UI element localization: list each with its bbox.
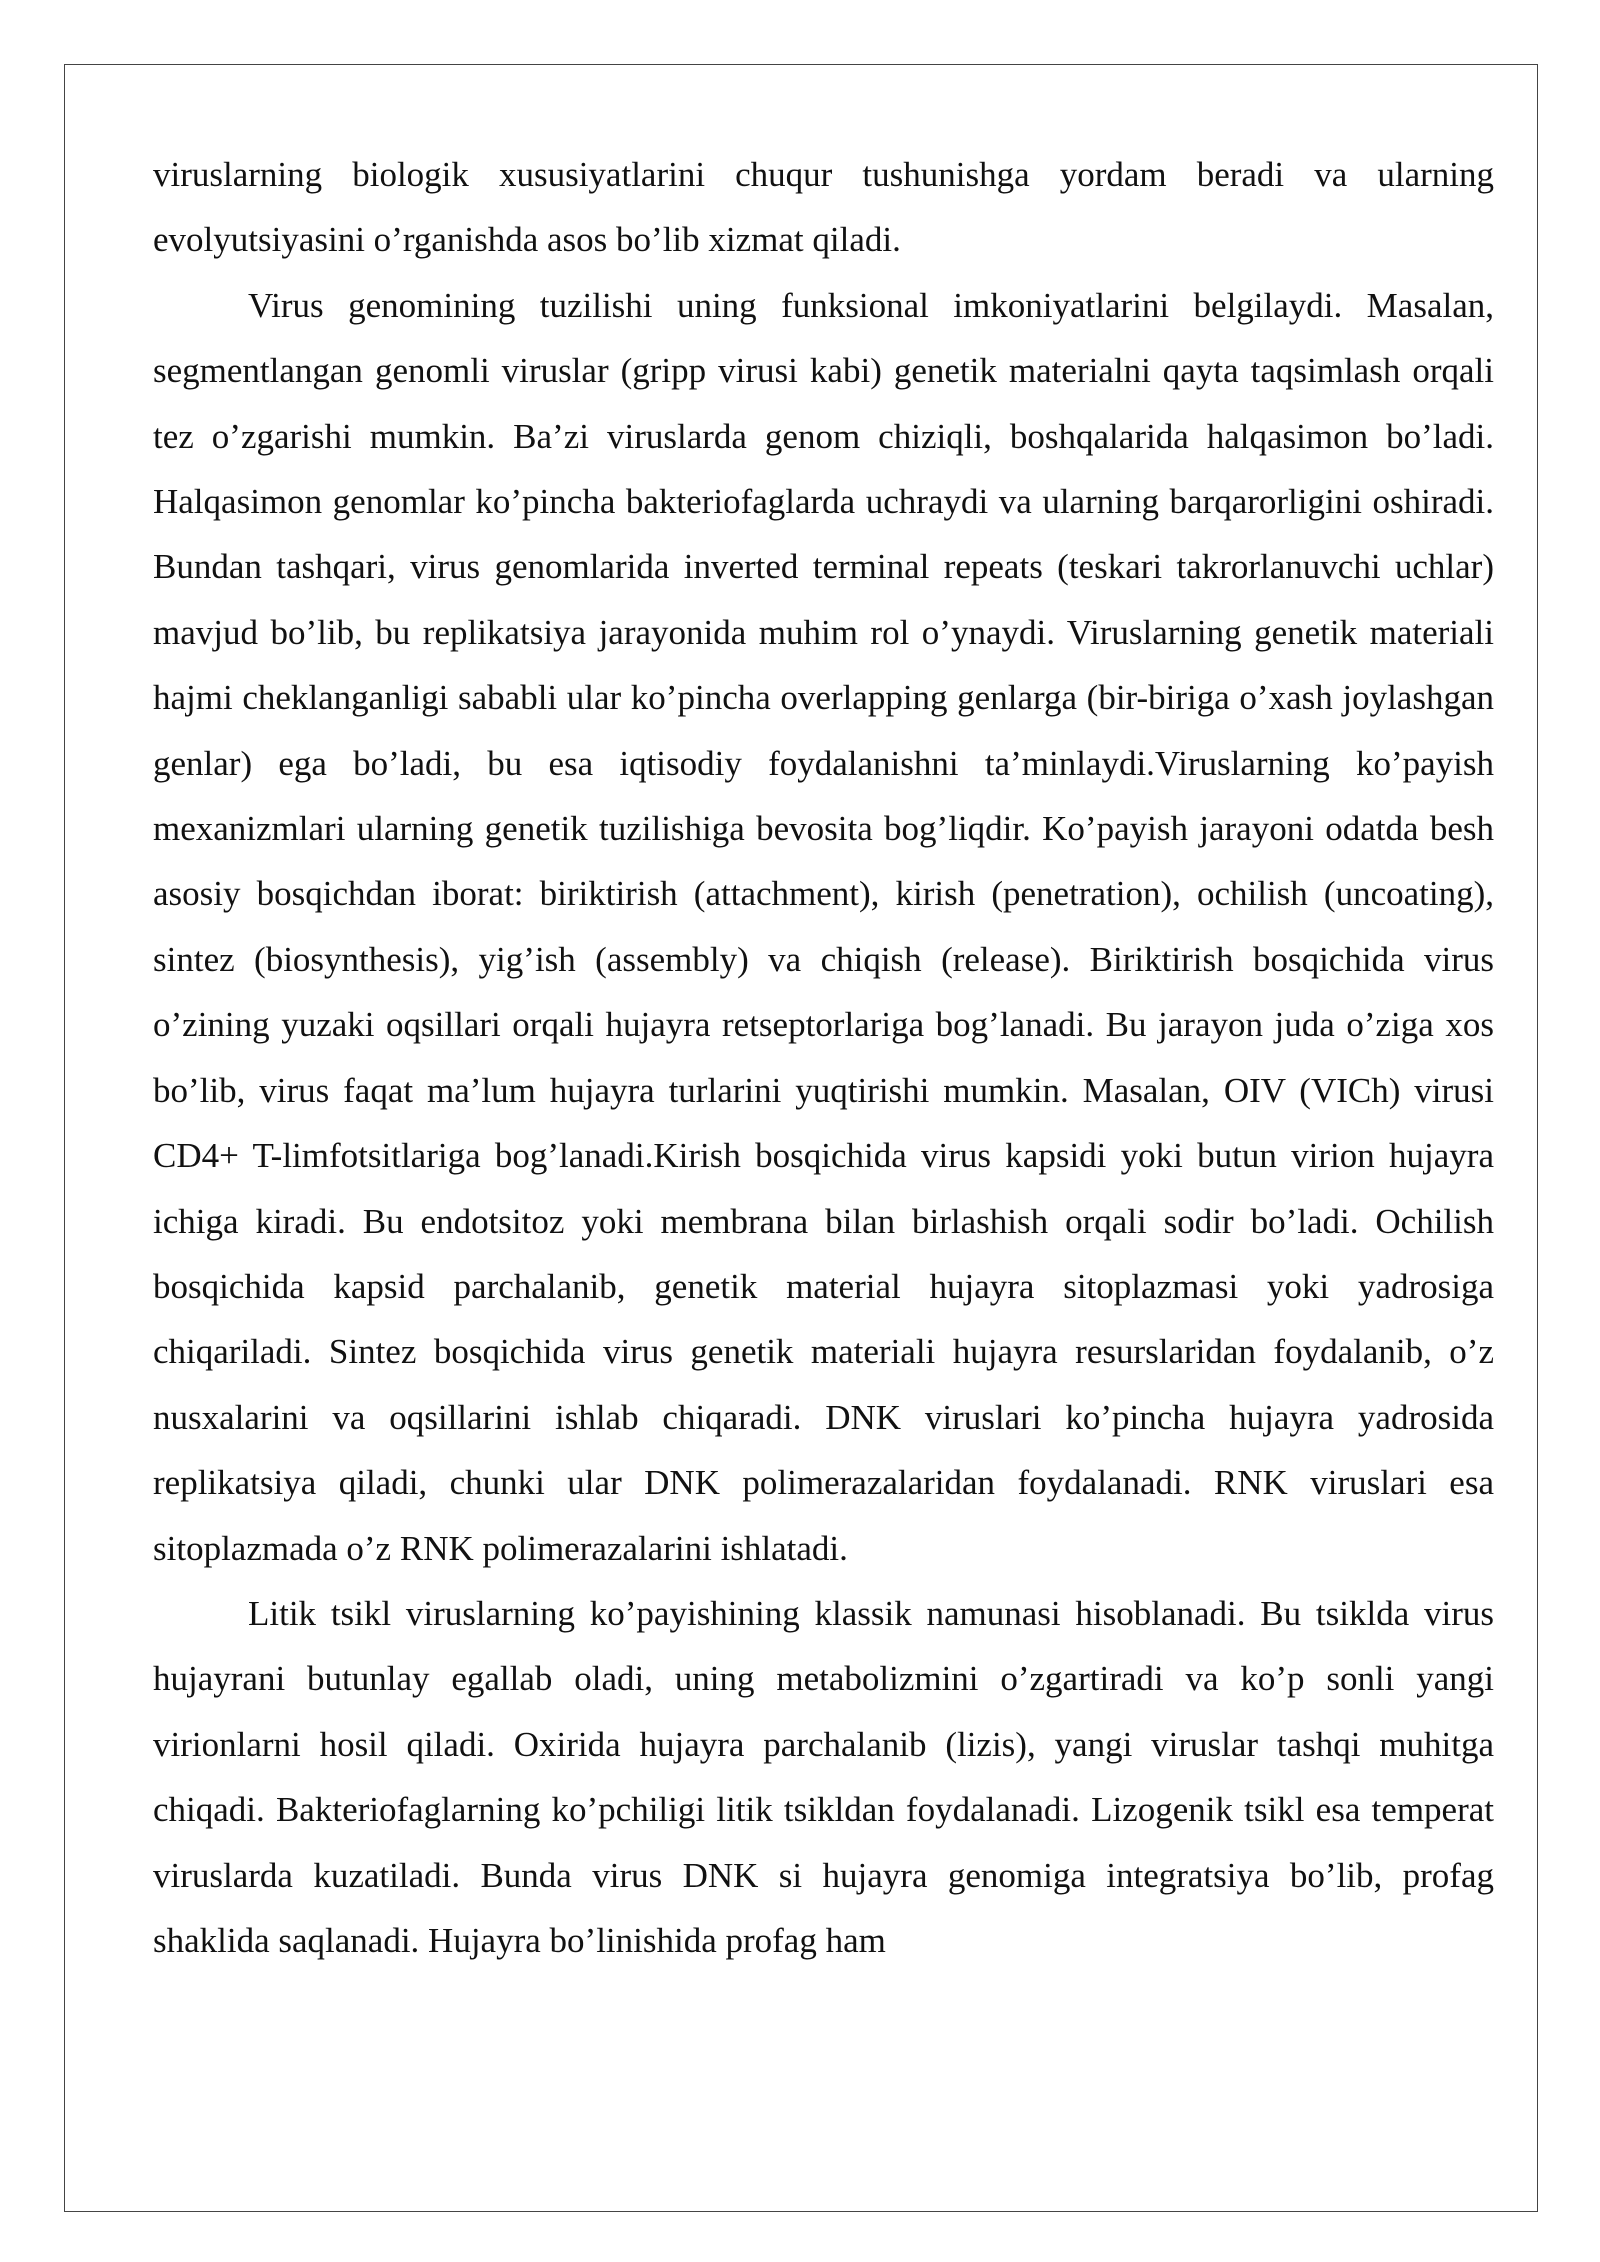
- paragraph-lytic-cycle: Litik tsikl viruslarning ko’payishining klassik namunasi hisoblanadi. Bu tsiklda virus hujayrani butunlay egallab oladi, uning metabolizmini o’zgartiradi va ko’p sonli yangi virionlarni hosil qiladi. Oxirida hujayra parchalanib (lizis), yangi viruslar tashqi muhitga chiqadi. Bakteriofaglarning ko’pchiligi litik tsikldan foydalanadi. Lizogenik tsikl esa temperat viruslarda kuzatiladi. Bunda virus DNK si hujayra genomiga integratsiya bo’lib, profag shaklida saqlanadi. Hujayra bo’linishida profag ham: [153, 1593, 1494, 1960]
- paragraph-virus-genome: Virus genomining tuzilishi uning funksional imkoniyatlarini belgilaydi. Masalan, segmentlangan genomli viruslar (gripp virusi kabi) genetik materialni qayta taqsimlash orqali tez o’zgarishi mumkin. Ba’zi viruslarda genom chiziqli, boshqalarida halqasimon bo’ladi. Halqasimon genomlar ko’pincha bakteriofaglarda uchraydi va ularning barqarorligini oshiradi. Bundan tashqari, virus genomlarida inverted terminal repeats (teskari takrorlanuvchi uchlar) mavjud bo’lib, bu replikatsiya jarayonida muhim rol o’ynaydi. Viruslarning genetik materiali hajmi cheklanganligi sababli ular ko’pincha overlapping genlarga (bir-biriga o’xash joylashgan genlar) ega bo’ladi, bu esa iqtisodiy foydalanishni ta’minlaydi.Viruslarning ko’payish mexanizmlari ularning genetik tuzilishiga bevosita bog’liqdir. Ko’payish jarayoni odatda besh asosiy bosqichdan iborat: biriktirish (attachment), kirish (penetration), ochilish (uncoating), sintez (biosynthesis), yig’ish (assembly) va chiqish (release). Biriktirish bosqichida virus o’zining yuzaki oqsillari orqali hujayra retseptorlariga bog’lanadi. Bu jarayon juda o’ziga xos bo’lib, virus faqat ma’lum hujayra turlarini yuqtirishi mumkin. Masalan, OIV (VICh) virusi CD4+ T-limfotsitlariga bog’lanadi.Kirish bosqichida virus kapsidi yoki butun virion hujayra ichiga kiradi. Bu endotsitoz yoki membrana bilan birlashish orqali sodir bo’ladi. Ochilish bosqichida kapsid parchalanib, genetik material hujayra sitoplazmasi yoki yadrosiga chiqariladi. Sintez bosqichida virus genetik materiali hujayra resurslaridan foydalanib, o’z nusxalarini va oqsillarini ishlab chiqaradi. DNK viruslari ko’pincha hujayra yadrosida replikatsiya qiladi, chunki ular DNK polimerazalaridan foydalanadi. RNK viruslari esa sitoplazmada o’z RNK polimerazalarini ishlatadi.: [153, 285, 1494, 1568]
- document-body: [153, 142, 1494, 1973]
- paragraph-continuation: viruslarning biologik xususiyatlarini chuqur tushunishga yordam beradi va ularning evolyutsiyasini o’rganishda asos bo’lib xizmat qiladi.: [153, 155, 1494, 260]
